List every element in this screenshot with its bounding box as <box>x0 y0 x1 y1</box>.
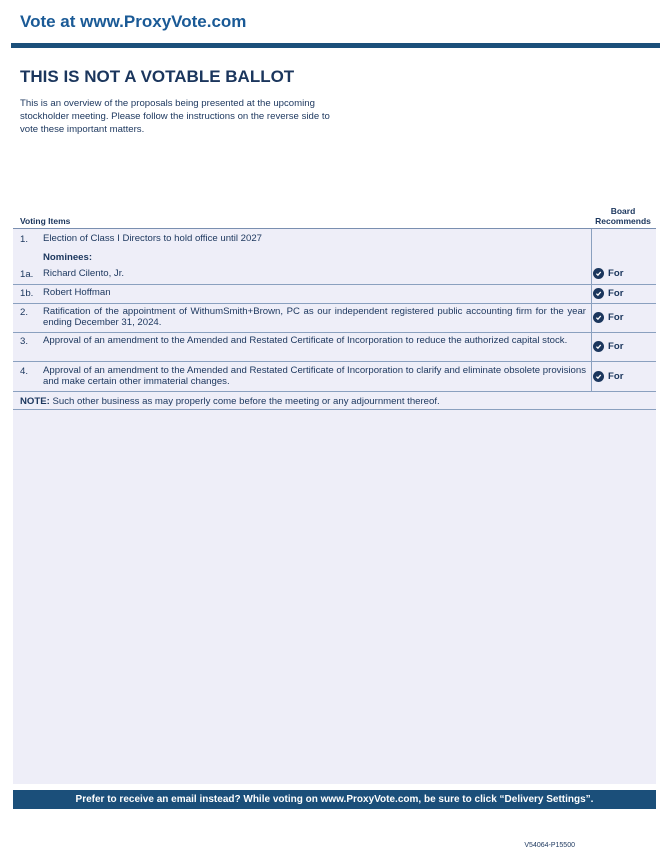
check-icon <box>593 341 604 352</box>
intro-text: This is an overview of the proposals being presented at the upcoming stockholder meeting. Please follow the instructions on the reverse side to vote these important matters. <box>20 98 330 135</box>
note-text <box>20 396 440 407</box>
item-3-rec-label: For <box>608 341 624 352</box>
item-1-number: 1. <box>20 234 29 245</box>
item-1-text: Election of Class I Directors to hold office until 2027 <box>43 233 262 244</box>
check-icon <box>593 288 604 299</box>
recommends-label: Recommends <box>595 216 651 226</box>
item-1a-number: 1a. <box>20 269 34 280</box>
item-1a-rec-label: For <box>608 268 624 279</box>
item-1a-row <box>13 265 656 285</box>
delivery-settings-banner: Prefer to receive an email instead? While voting on www.ProxyVote.com, be sure to click “Delivery Settings”. <box>13 790 656 809</box>
check-icon <box>593 371 604 382</box>
item-2-recommendation <box>593 312 623 323</box>
item-1a-recommendation <box>593 268 623 279</box>
item-3-row <box>13 333 656 362</box>
item-1b-number: 1b. <box>20 288 34 299</box>
item-1b-recommendation <box>593 288 623 299</box>
item-2-rec-label: For <box>608 312 624 323</box>
check-icon <box>593 312 604 323</box>
item-4-row <box>13 362 656 392</box>
item-2-number: 2. <box>20 307 29 318</box>
board-label: Board <box>610 206 636 216</box>
note-body: Such other business as may properly come before the meeting or any adjournment thereof. <box>49 396 440 407</box>
note-label: NOTE: <box>20 396 50 407</box>
voting-items-header: Voting Items <box>20 216 71 226</box>
check-icon <box>593 268 604 279</box>
nominees-label: Nominees: <box>43 252 93 263</box>
board-recommends-header <box>590 206 656 226</box>
item-4-recommendation <box>593 371 623 382</box>
header-divider <box>11 43 660 48</box>
item-1b-rec-label: For <box>608 288 624 299</box>
item-4-number: 4. <box>20 366 29 377</box>
header-title: Vote at www.ProxyVote.com <box>20 12 247 31</box>
item-3-text: Approval of an amendment to the Amended and Restated Certificate of Incorporation to reduce the authorized capital stock. <box>43 335 568 346</box>
item-2-row <box>13 304 656 333</box>
item-2-text: Ratification of the appointment of WithumSmith+Brown, PC as our independent registered public accounting firm for the year ending December 31, 2024. <box>43 306 586 328</box>
item-3-recommendation <box>593 341 623 352</box>
item-1a-text: Richard Cilento, Jr. <box>43 268 125 279</box>
item-4-text: Approval of an amendment to the Amended and Restated Certificate of Incorporation to clarify and eliminate obsolete provisions and make certain other immaterial changes. <box>43 365 586 387</box>
document-code: V54064-P15500 <box>524 842 575 849</box>
item-1b-row <box>13 285 656 304</box>
ballot-title: THIS IS NOT A VOTABLE BALLOT <box>20 67 295 86</box>
item-4-rec-label: For <box>608 371 624 382</box>
item-3-number: 3. <box>20 336 29 347</box>
item-1b-text: Robert Hoffman <box>43 287 111 298</box>
